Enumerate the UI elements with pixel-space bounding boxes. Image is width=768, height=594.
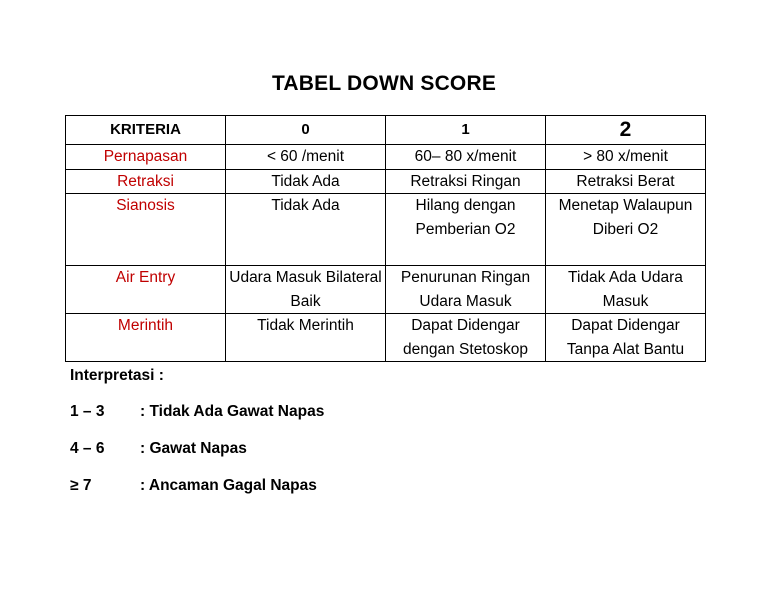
interpretation-range: ≥ 7 (70, 477, 92, 494)
interpretation-range: 1 – 3 (70, 403, 105, 420)
interpretation-label: Interpretasi : (70, 367, 164, 384)
score-1-cell: Penurunan Ringan Udara Masuk (386, 266, 546, 314)
interpretation-text: : Tidak Ada Gawat Napas (140, 403, 325, 420)
criteria-cell: Merintih (66, 314, 226, 362)
table-row (66, 169, 706, 194)
criteria-cell: Retraksi (66, 169, 226, 194)
header-score-1: 1 (386, 116, 546, 145)
score-2-cell: Dapat Didengar Tanpa Alat Bantu (546, 314, 706, 362)
table-row (66, 145, 706, 170)
score-0-cell: Tidak Ada (226, 169, 386, 194)
interpretation-item (70, 477, 317, 495)
score-1-cell: 60– 80 x/menit (386, 145, 546, 170)
score-2-cell: Tidak Ada Udara Masuk (546, 266, 706, 314)
interpretation-text: : Ancaman Gagal Napas (140, 477, 317, 494)
score-1-cell: Dapat Didengar dengan Stetoskop (386, 314, 546, 362)
header-score-2: 2 (546, 116, 706, 145)
score-2-cell: Retraksi Berat (546, 169, 706, 194)
interpretation-text: : Gawat Napas (140, 440, 247, 457)
interpretation-item (70, 440, 247, 458)
table-row (66, 314, 706, 362)
table-row (66, 194, 706, 266)
criteria-cell: Sianosis (66, 194, 226, 266)
score-0-cell: Tidak Ada (226, 194, 386, 266)
table-header-row (66, 116, 706, 145)
interpretation-range: 4 – 6 (70, 440, 105, 457)
score-0-cell: Tidak Merintih (226, 314, 386, 362)
header-kriteria: KRITERIA (66, 116, 226, 145)
page-title: TABEL DOWN SCORE (271, 72, 497, 95)
score-2-cell: > 80 x/menit (546, 145, 706, 170)
score-1-cell: Hilang dengan Pemberian O2 (386, 194, 546, 266)
score-1-cell: Retraksi Ringan (386, 169, 546, 194)
score-2-cell: Menetap Walaupun Diberi O2 (546, 194, 706, 266)
score-0-cell: Udara Masuk Bilateral Baik (226, 266, 386, 314)
table-row (66, 266, 706, 314)
score-0-cell: < 60 /menit (226, 145, 386, 170)
criteria-cell: Pernapasan (66, 145, 226, 170)
interpretation-item (70, 403, 324, 421)
criteria-cell: Air Entry (66, 266, 226, 314)
header-score-0: 0 (226, 116, 386, 145)
down-score-table (65, 115, 706, 362)
